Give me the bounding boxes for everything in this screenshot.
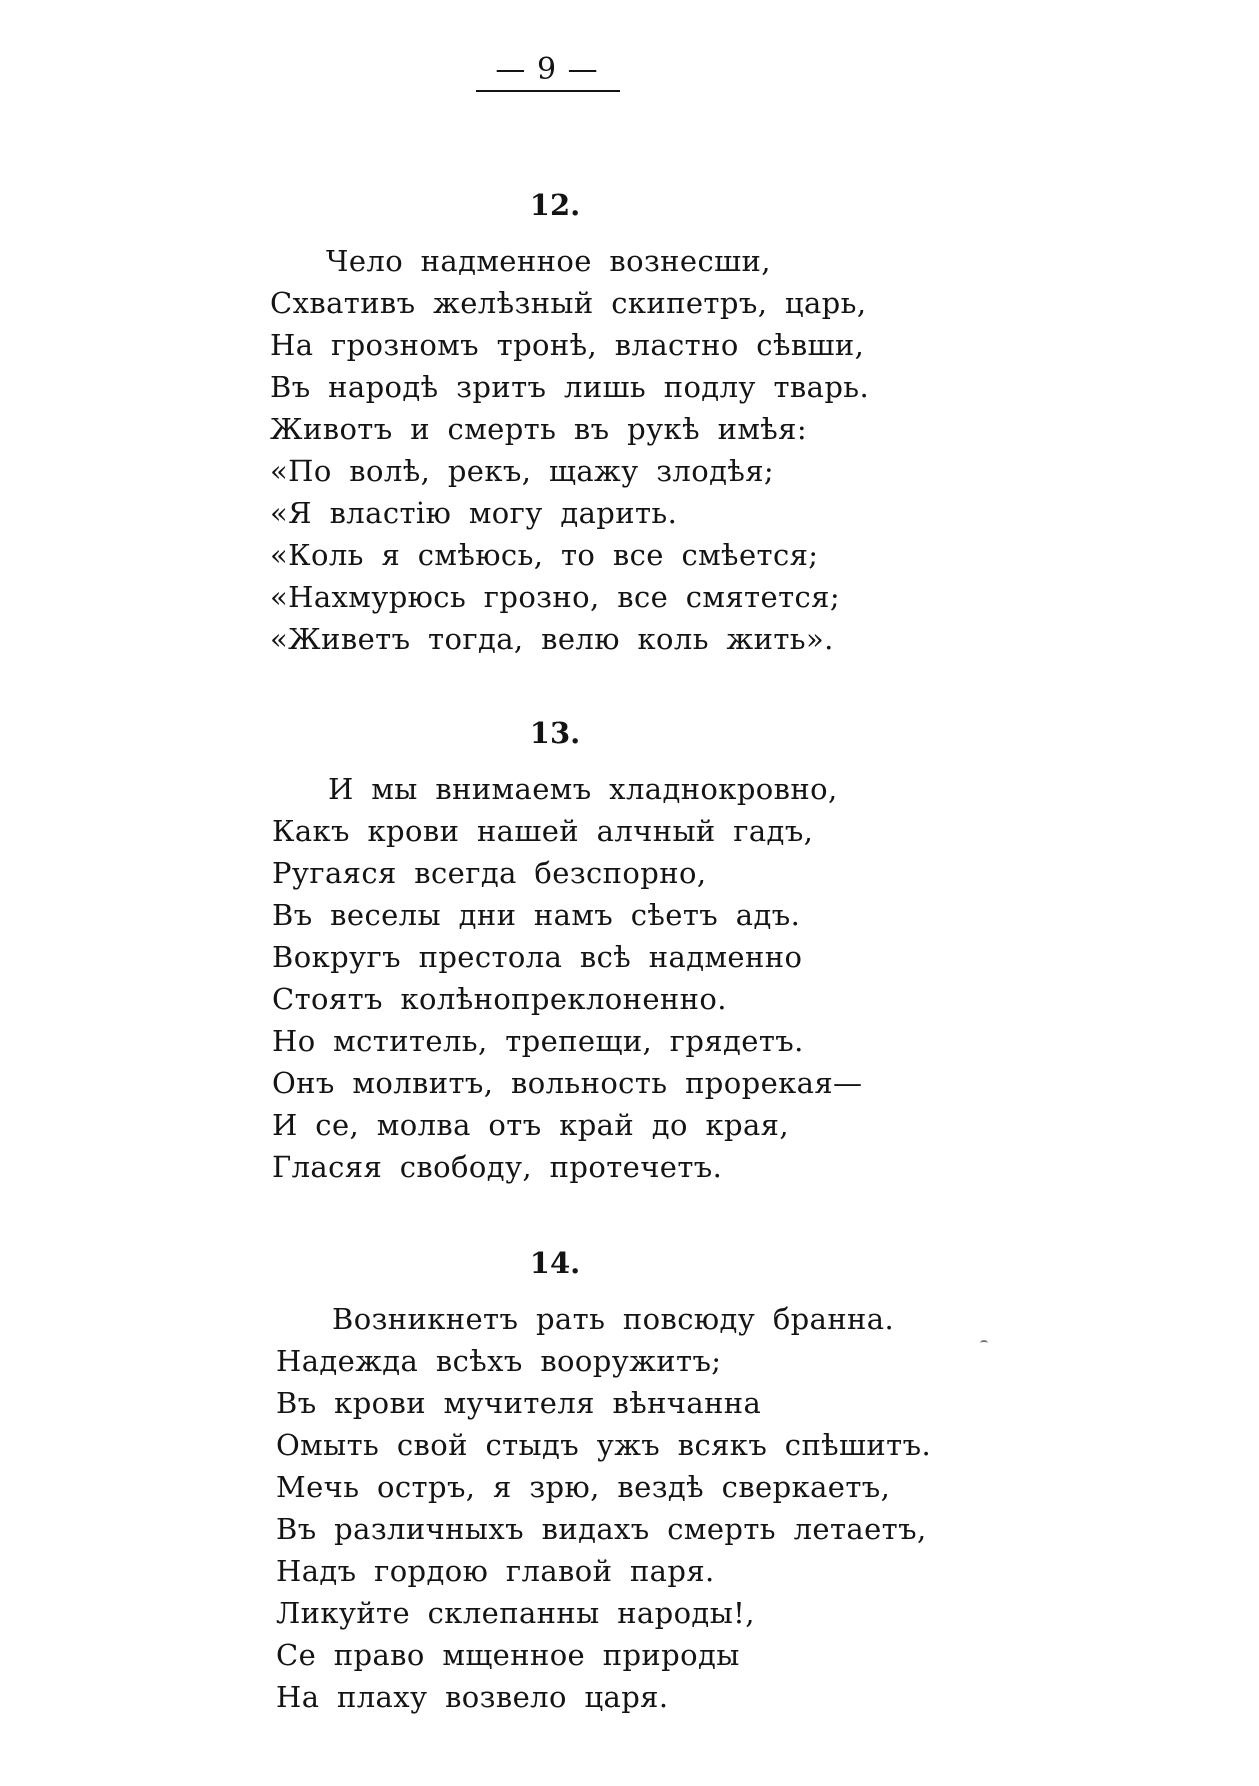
verse-line: Возникнетъ рать повсюду бранна.	[332, 1302, 895, 1336]
verse-line: «Нахмурюсь грозно, все смятется;	[270, 580, 841, 614]
verse-line: «Я властію могу дарить.	[270, 496, 678, 530]
verse-line: Ругаяся всегда безспорно,	[272, 856, 707, 890]
verse-line: На плаху возвело царя.	[276, 1680, 669, 1714]
stanza-number: 14.	[529, 1246, 581, 1280]
verse-line: На грозномъ тронѣ, властно сѣвши,	[270, 328, 865, 362]
verse-line: «Живетъ тогда, велю коль жить».	[270, 622, 834, 656]
verse-line: Въ народѣ зритъ лишь подлу тварь.	[270, 370, 870, 404]
verse-line: И се, молва отъ край до края,	[272, 1108, 789, 1142]
stanza-lines	[270, 240, 869, 660]
page-number: — 9 —	[495, 52, 599, 87]
verse-line: Мечь остръ, я зрю, вездѣ сверкаетъ,	[276, 1470, 891, 1504]
verse-line: Въ крови мучителя вѣнчанна	[276, 1386, 762, 1420]
verse-line: Въ различныхъ видахъ смерть летаетъ,	[276, 1512, 927, 1546]
verse-line: Се право мщенное природы	[276, 1638, 740, 1672]
verse-line: Но мститель, трепещи, грядетъ.	[272, 1024, 804, 1058]
stanza-number: 13.	[529, 716, 581, 750]
verse-line: Какъ крови нашей алчный гадъ,	[272, 814, 814, 848]
verse-line: Въ веселы дни намъ сѣетъ адъ.	[272, 898, 801, 932]
verse-line: Онъ молвитъ, вольность прорекая—	[272, 1066, 863, 1100]
stanza-lines	[276, 1298, 931, 1718]
verse-line: Вокругъ престола всѣ надменно	[272, 940, 803, 974]
verse-line: Животъ и смерть въ рукѣ имѣя:	[270, 412, 808, 446]
verse-line: Ликуйте склепанны народы!,	[276, 1596, 755, 1630]
verse-line: Чело надменное вознесши,	[326, 244, 771, 278]
stanza-number: 12.	[529, 188, 581, 222]
paper-speck	[980, 1340, 988, 1346]
verse-line: И мы внимаемъ хладнокровно,	[328, 772, 838, 806]
verse-line: Надежда всѣхъ вооружитъ;	[276, 1344, 722, 1378]
verse-line: «Коль я смѣюсь, то все смѣется;	[270, 538, 819, 572]
verse-line: Омыть свой стыдъ ужъ всякъ спѣшитъ.	[276, 1428, 932, 1462]
stanza-lines	[272, 768, 862, 1188]
verse-line: «По волѣ, рекъ, щажу злодѣя;	[270, 454, 775, 488]
verse-line: Схвативъ желѣзный скипетръ, царь,	[270, 286, 867, 320]
verse-line: Гласяя свободу, протечетъ.	[272, 1150, 723, 1184]
verse-line: Стоятъ колѣнопреклоненно.	[272, 982, 727, 1016]
page-number-underline	[476, 90, 620, 92]
verse-line: Надъ гордою главой паря.	[276, 1554, 715, 1588]
